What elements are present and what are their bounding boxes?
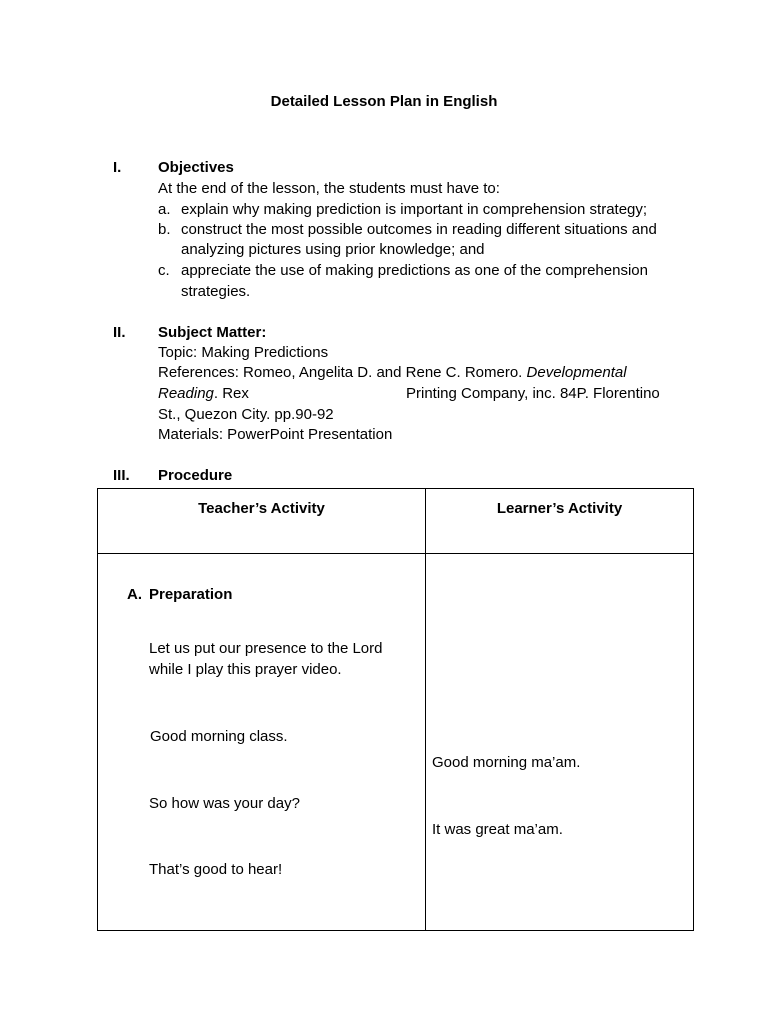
procedure-table [97,488,694,931]
teacher-prayer-line1: Let us put our presence to the Lord [149,640,383,657]
objective-c-text-line2: strategies. [181,283,251,300]
teacher-activity-cell [98,554,426,931]
references-publisher: Printing Company, inc. 84P. Florentino [406,385,660,402]
page-title: Detailed Lesson Plan in English [270,93,498,110]
references-address: St., Quezon City. pp.90-92 [158,406,334,423]
objective-letter-c: c. [158,262,170,279]
preparation-title: Preparation [149,586,233,603]
section-numeral-subject-matter: II. [113,324,126,341]
section-numeral-objectives: I. [113,159,122,176]
subject-references-line2 [158,384,249,404]
objective-letter-b: b. [158,221,171,238]
subject-references-line1 [158,363,627,383]
objective-b-text-line2: analyzing pictures using prior knowledge; and [181,241,485,258]
teacher-greeting: Good morning class. [150,728,288,745]
references-after-title: . Rex [213,385,249,402]
references-prefix: References: Romeo, Angelita D. and Rene C. Romero. [158,364,527,381]
references-book-title-part2: Reading [158,385,214,402]
teacher-question: So how was your day? [149,795,300,812]
learner-activity-header: Learner’s Activity [426,489,694,554]
preparation-letter: A. [127,586,142,603]
learner-greeting: Good morning ma’am. [432,754,581,771]
learner-activity-cell [426,554,694,931]
objective-c-text-line1: appreciate the use of making predictions as one of the comprehension [181,262,648,279]
table-row [98,554,694,931]
learner-answer: It was great ma’am. [432,821,563,838]
objectives-heading: Objectives [158,159,234,176]
objective-letter-a: a. [158,201,171,218]
table-header-row [98,489,694,554]
teacher-activity-header: Teacher’s Activity [98,489,426,554]
subject-matter-heading: Subject Matter: [158,324,267,341]
teacher-response: That’s good to hear! [149,861,283,878]
subject-materials: Materials: PowerPoint Presentation [158,426,393,443]
procedure-heading: Procedure [158,467,233,484]
section-numeral-procedure: III. [113,467,130,484]
references-book-title-part1: Developmental [526,364,627,381]
subject-topic: Topic: Making Predictions [158,344,329,361]
teacher-prayer-line2: while I play this prayer video. [149,661,342,678]
objective-b-text-line1: construct the most possible outcomes in reading different situations and [181,221,657,238]
objective-a-text: explain why making prediction is important in comprehension strategy; [181,201,648,218]
objectives-intro: At the end of the lesson, the students must have to: [158,180,500,197]
